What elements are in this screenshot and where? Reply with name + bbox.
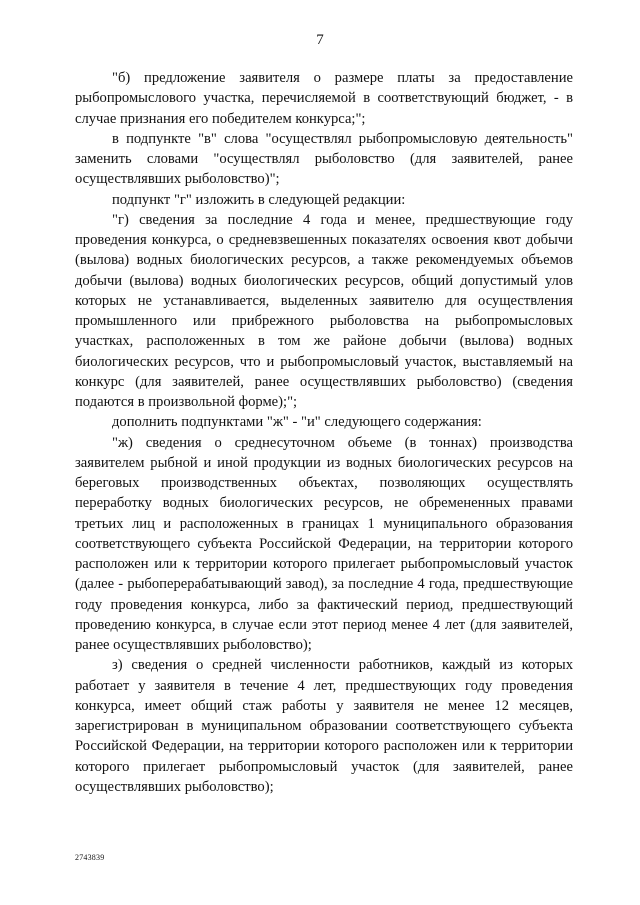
paragraph-subitem-zh: "ж) сведения о среднесуточном объеме (в тоннах) производства заявителем рыбной и иной продукции из водных биологических ресурсов на береговых производственных объектах, позволяющих осуществлять переработку водных биологических ресурсов, не обремененных правами третьих лиц и расположенных в границах 1 муниципального образования соответствующего субъекта Российской Федерации, на территории которого расположен или к территории которого прилегает рыбопромысловый участок (далее - рыбоперерабатывающий завод), за последние 4 года, предшествующие году проведения конкурса, либо за фактический период, предшествующий проведению конкурса, в случае если этот период менее 4 лет (для заявителей, ранее осуществлявших рыболовство); xyxy=(75,434,573,653)
paragraph-subitem-g: "г) сведения за последние 4 года и менее, предшествующие году проведения конкурса, о средневзвешенных показателях освоения квот добычи (вылова) водных биологических ресурсов, а также рекомендуемых объемов добычи (вылова) водных биологических ресурсов, общий допустимый улов которых не устанавливается, выделенных заявителю для осуществления промышленного или прибрежного рыболовства на рыбопромысловых участках, расположенных в том же районе добычи (вылова) водных биологических ресурсов, что и рыбопромысловый участок, выставляемый на конкурс (для заявителей, ранее осуществлявших рыболовство) (сведения подаются в произвольной форме);"; xyxy=(75,211,573,410)
paragraph-subitem-z: з) сведения о средней численности работников, каждый из которых работает у заявителя в течение 4 лет, предшествующих году проведения конкурса, имеет общий стаж работы у заявителя не менее 12 месяцев, зарегистрирован в муниципальном образовании соответствующего субъекта Российской Федерации, на территории которого расположен или к территории которого прилегает рыбопромысловый участок (для заявителей, ранее осуществлявших рыболовство); xyxy=(75,657,573,795)
paragraph-subitem-b: "б) предложение заявителя о размере платы за предоставление рыбопромыслового участка, перечисляемой в соответствующий бюджет, - в случае признания его победителем конкурса;"; xyxy=(75,70,573,127)
paragraph-subitem-g-intro: подпункт "г" изложить в следующей редакции: xyxy=(112,191,406,208)
paragraph-subitem-v-amendment: в подпункте "в" слова "осуществлял рыбопромысловую деятельность" заменить словами "осуществлял рыболовство (для заявителей, ранее осуществлявших рыболовство)"; xyxy=(75,130,573,188)
paragraph-add-subitems-intro: дополнить подпунктами "ж" - "и" следующего содержания: xyxy=(112,414,482,431)
page-number: 7 xyxy=(316,32,324,48)
document-body xyxy=(75,68,573,797)
document-id: 2743839 xyxy=(75,853,105,862)
